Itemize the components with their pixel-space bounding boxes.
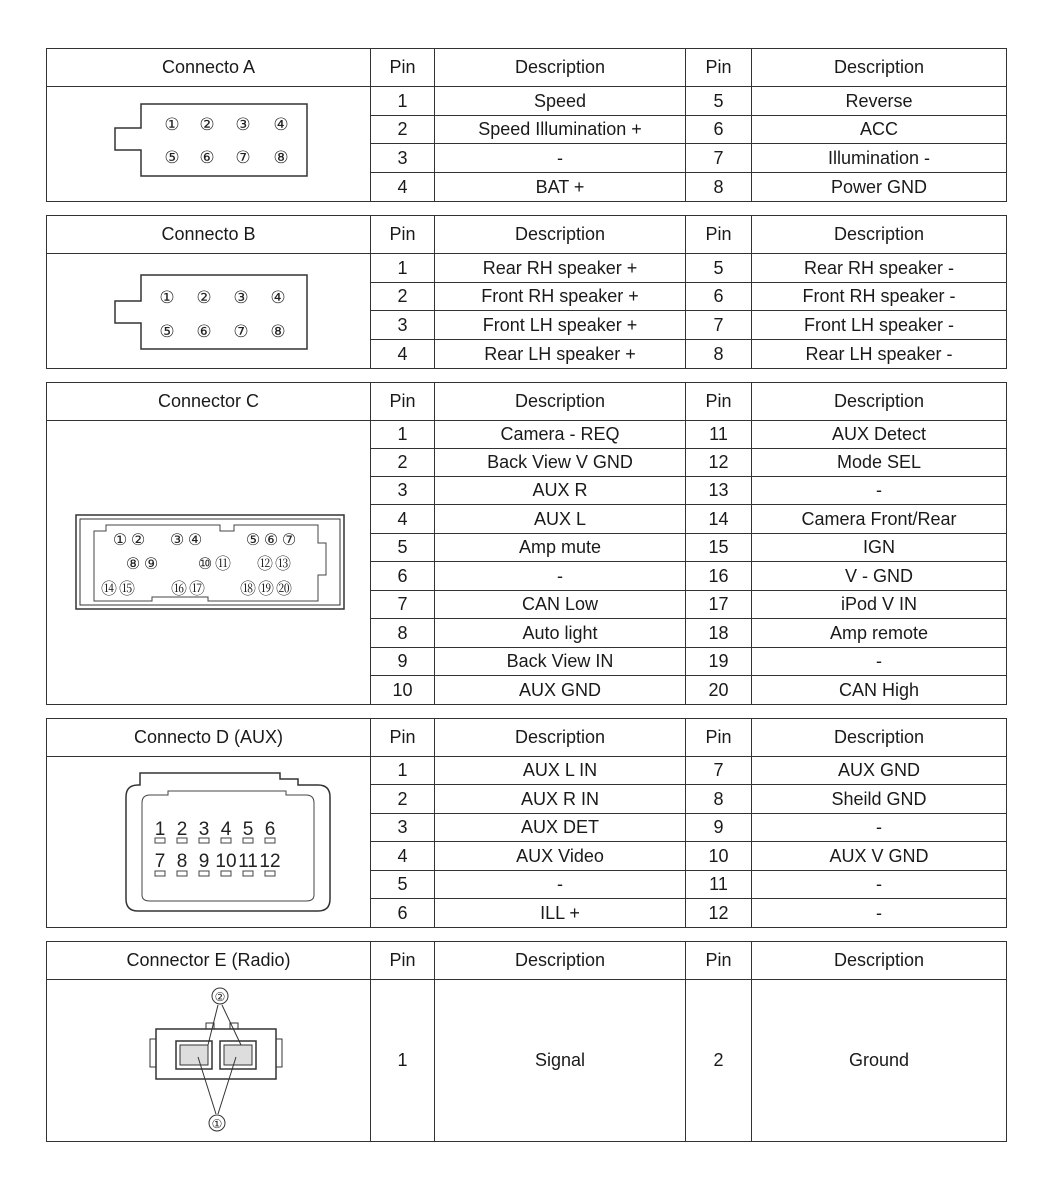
- description-header: Description: [435, 719, 686, 757]
- description-cell: -: [435, 871, 686, 899]
- connector-title: Connector C: [47, 383, 371, 421]
- pin-label: ⑦: [234, 148, 251, 168]
- pin-label: ⑱: [239, 578, 256, 598]
- description-cell: Auto light: [435, 619, 686, 648]
- pin-cell: 11: [686, 421, 752, 449]
- pin-cell: 6: [371, 562, 435, 591]
- pin-cell: 7: [686, 757, 752, 785]
- description-cell: BAT +: [435, 173, 686, 202]
- pin-cell: 12: [686, 449, 752, 477]
- description-cell: -: [435, 562, 686, 591]
- pin-label: ③: [232, 288, 249, 308]
- pin-2-callout: ②: [214, 989, 225, 1004]
- description-cell: AUX L IN: [435, 757, 686, 785]
- pin-cell: 2: [371, 785, 435, 814]
- description-cell: Rear RH speaker +: [435, 254, 686, 283]
- pin-cell: 9: [686, 814, 752, 842]
- description-cell: Camera Front/Rear: [752, 505, 1007, 534]
- pin-label: ⑲: [257, 578, 274, 598]
- pin-label: ①: [112, 529, 127, 549]
- description-cell: Reverse: [752, 87, 1007, 116]
- description-header: Description: [435, 216, 686, 254]
- pin-cell: 1: [371, 254, 435, 283]
- table-row: [47, 87, 1007, 116]
- pin-cell: 9: [371, 648, 435, 676]
- table-row: [47, 757, 1007, 785]
- pin-label: 9: [198, 851, 209, 872]
- pin-cell: 19: [686, 648, 752, 676]
- pin-cell: 3: [371, 311, 435, 340]
- description-cell: Front LH speaker +: [435, 311, 686, 340]
- pin-header: Pin: [686, 383, 752, 421]
- pin-label: ⑪: [214, 553, 231, 573]
- description-cell: Mode SEL: [752, 449, 1007, 477]
- pin-cell: 12: [686, 899, 752, 928]
- pin-cell: 7: [686, 311, 752, 340]
- pin-label: ⑧: [125, 553, 140, 573]
- pin-label: ②: [195, 288, 212, 308]
- pin-header: Pin: [686, 719, 752, 757]
- pin-label: ⑦: [232, 322, 249, 342]
- pin-cell: 5: [371, 534, 435, 562]
- pin-cell: 2: [686, 980, 752, 1142]
- connector-title: Connecto A: [47, 49, 371, 87]
- description-header: Description: [435, 942, 686, 980]
- description-cell: AUX GND: [435, 676, 686, 705]
- pin-label: ①: [163, 115, 180, 135]
- connector-e-diagram: [47, 980, 371, 1142]
- pin-label: ⑦: [281, 529, 296, 549]
- pin-cell: 1: [371, 980, 435, 1142]
- header-row: [47, 49, 1007, 87]
- pin-label: ①: [158, 288, 175, 308]
- pin-label: ⑰: [188, 578, 205, 598]
- pin-label: ⑥: [198, 148, 215, 168]
- description-cell: Rear RH speaker -: [752, 254, 1007, 283]
- pin-cell: 16: [686, 562, 752, 591]
- description-cell: Speed Illumination +: [435, 116, 686, 144]
- description-cell: Speed: [435, 87, 686, 116]
- pin-label: ⑤: [245, 529, 260, 549]
- description-cell: AUX Video: [435, 842, 686, 871]
- pin-cell: 17: [686, 591, 752, 619]
- header-row: [47, 719, 1007, 757]
- pin-cell: 10: [686, 842, 752, 871]
- description-cell: ILL +: [435, 899, 686, 928]
- connector-title: Connecto B: [47, 216, 371, 254]
- connector-a-table: [46, 48, 1007, 202]
- pin-cell: 20: [686, 676, 752, 705]
- pin-label: ⑨: [143, 553, 158, 573]
- description-cell: CAN Low: [435, 591, 686, 619]
- pin-header: Pin: [686, 216, 752, 254]
- pin-label: 4: [220, 819, 231, 840]
- description-cell: Illumination -: [752, 144, 1007, 173]
- description-cell: V - GND: [752, 562, 1007, 591]
- pin-label: 11: [237, 851, 258, 872]
- description-cell: -: [752, 814, 1007, 842]
- pin-label: ⑳: [275, 578, 292, 598]
- pin-label: ⑫: [256, 553, 273, 573]
- pin-cell: 5: [371, 871, 435, 899]
- pin-header: Pin: [371, 383, 435, 421]
- pin-cell: 4: [371, 842, 435, 871]
- description-cell: Ground: [752, 980, 1007, 1142]
- connector-title: Connector E (Radio): [47, 942, 371, 980]
- description-cell: Signal: [435, 980, 686, 1142]
- description-cell: Back View IN: [435, 648, 686, 676]
- description-cell: -: [752, 648, 1007, 676]
- description-cell: AUX R IN: [435, 785, 686, 814]
- pin-label: ⑮: [118, 578, 135, 598]
- pin-cell: 3: [371, 477, 435, 505]
- pin-cell: 18: [686, 619, 752, 648]
- description-header: Description: [752, 942, 1007, 980]
- connector-d-diagram: [47, 757, 371, 928]
- pin-label: ⑧: [269, 322, 286, 342]
- pin-label: 12: [258, 851, 281, 872]
- pin-cell: 4: [371, 505, 435, 534]
- pin-cell: 13: [686, 477, 752, 505]
- pin-header: Pin: [686, 49, 752, 87]
- pin-cell: 6: [686, 283, 752, 311]
- description-cell: AUX Detect: [752, 421, 1007, 449]
- table-row: [47, 980, 1007, 1142]
- description-cell: Power GND: [752, 173, 1007, 202]
- pin-label: ④: [187, 529, 202, 549]
- connector-c-drawing: [48, 513, 370, 613]
- description-cell: Back View V GND: [435, 449, 686, 477]
- pin-header: Pin: [686, 942, 752, 980]
- pin-label: 7: [154, 851, 165, 872]
- pin-label: ⑬: [274, 553, 291, 573]
- pin-cell: 2: [371, 449, 435, 477]
- connector-e-table: [46, 941, 1007, 1142]
- pin-cell: 11: [686, 871, 752, 899]
- description-cell: iPod V IN: [752, 591, 1007, 619]
- pin-cell: 1: [371, 757, 435, 785]
- pin-header: Pin: [371, 216, 435, 254]
- description-cell: -: [752, 871, 1007, 899]
- header-row: [47, 942, 1007, 980]
- pin-cell: 2: [371, 283, 435, 311]
- connector-b-diagram: [47, 254, 371, 369]
- pin-cell: 8: [686, 785, 752, 814]
- connector-d-drawing: [48, 767, 370, 917]
- description-cell: Front RH speaker -: [752, 283, 1007, 311]
- description-cell: CAN High: [752, 676, 1007, 705]
- pin-label: ⑧: [272, 148, 289, 168]
- pin-label: ⑥: [195, 322, 212, 342]
- connector-c-table: [46, 382, 1007, 705]
- description-header: Description: [752, 216, 1007, 254]
- pin-label: 8: [176, 851, 187, 872]
- pin-label: ⑯: [170, 578, 187, 598]
- pin-label: ④: [269, 288, 286, 308]
- description-cell: AUX L: [435, 505, 686, 534]
- pin-label: 6: [264, 819, 275, 840]
- pin-cell: 8: [686, 173, 752, 202]
- pin-cell: 6: [371, 899, 435, 928]
- pin-header: Pin: [371, 49, 435, 87]
- pin-cell: 8: [686, 340, 752, 369]
- description-header: Description: [435, 49, 686, 87]
- description-cell: AUX GND: [752, 757, 1007, 785]
- description-cell: Front RH speaker +: [435, 283, 686, 311]
- pin-cell: 10: [371, 676, 435, 705]
- pin-label: ②: [130, 529, 145, 549]
- pin-cell: 3: [371, 814, 435, 842]
- pin-label: ⑩: [197, 553, 212, 573]
- connector-a-diagram: [47, 87, 371, 202]
- description-cell: Sheild GND: [752, 785, 1007, 814]
- description-cell: AUX DET: [435, 814, 686, 842]
- header-row: [47, 216, 1007, 254]
- connector-d-table: [46, 718, 1007, 928]
- description-cell: Rear LH speaker -: [752, 340, 1007, 369]
- description-cell: Amp remote: [752, 619, 1007, 648]
- pin-cell: 5: [686, 254, 752, 283]
- header-row: [47, 383, 1007, 421]
- pin-cell: 4: [371, 340, 435, 369]
- description-cell: Front LH speaker -: [752, 311, 1007, 340]
- pin-cell: 1: [371, 87, 435, 116]
- pin-label: 2: [176, 819, 187, 840]
- connector-a-drawing: [49, 88, 369, 200]
- pin-cell: 6: [686, 116, 752, 144]
- pin-cell: 2: [371, 116, 435, 144]
- connector-b-table: [46, 215, 1007, 369]
- description-header: Description: [435, 383, 686, 421]
- pin-label: ⑤: [163, 148, 180, 168]
- description-cell: AUX V GND: [752, 842, 1007, 871]
- pin-cell: 1: [371, 421, 435, 449]
- pin-label: ⑥: [263, 529, 278, 549]
- description-cell: -: [752, 477, 1007, 505]
- description-cell: -: [435, 144, 686, 173]
- description-cell: -: [752, 899, 1007, 928]
- description-cell: Rear LH speaker +: [435, 340, 686, 369]
- pin-cell: 3: [371, 144, 435, 173]
- pin-label: 3: [198, 819, 209, 840]
- pin-label: 1: [154, 819, 165, 840]
- description-cell: IGN: [752, 534, 1007, 562]
- connector-e-drawing: [48, 981, 370, 1141]
- pin-label: ③: [169, 529, 184, 549]
- pin-cell: 14: [686, 505, 752, 534]
- description-cell: Camera - REQ: [435, 421, 686, 449]
- pin-header: Pin: [371, 719, 435, 757]
- pin-label: ④: [272, 115, 289, 135]
- description-header: Description: [752, 719, 1007, 757]
- connector-b-drawing: [49, 255, 369, 367]
- pin-label: 10: [214, 851, 237, 872]
- pin-label: ⑤: [158, 322, 175, 342]
- pin-label: ③: [234, 115, 251, 135]
- table-row: [47, 421, 1007, 449]
- pin-cell: 4: [371, 173, 435, 202]
- description-cell: ACC: [752, 116, 1007, 144]
- description-header: Description: [752, 49, 1007, 87]
- connector-c-diagram: [47, 421, 371, 705]
- pin-header: Pin: [371, 942, 435, 980]
- pin-label: ⑭: [100, 578, 117, 598]
- pin-cell: 5: [686, 87, 752, 116]
- pin-1-callout: ①: [211, 1116, 222, 1131]
- description-header: Description: [752, 383, 1007, 421]
- connector-title: Connecto D (AUX): [47, 719, 371, 757]
- description-cell: AUX R: [435, 477, 686, 505]
- table-row: [47, 254, 1007, 283]
- pin-label: 5: [242, 819, 253, 840]
- pin-cell: 7: [371, 591, 435, 619]
- pin-cell: 15: [686, 534, 752, 562]
- pin-cell: 8: [371, 619, 435, 648]
- pin-cell: 7: [686, 144, 752, 173]
- pin-label: ②: [198, 115, 215, 135]
- description-cell: Amp mute: [435, 534, 686, 562]
